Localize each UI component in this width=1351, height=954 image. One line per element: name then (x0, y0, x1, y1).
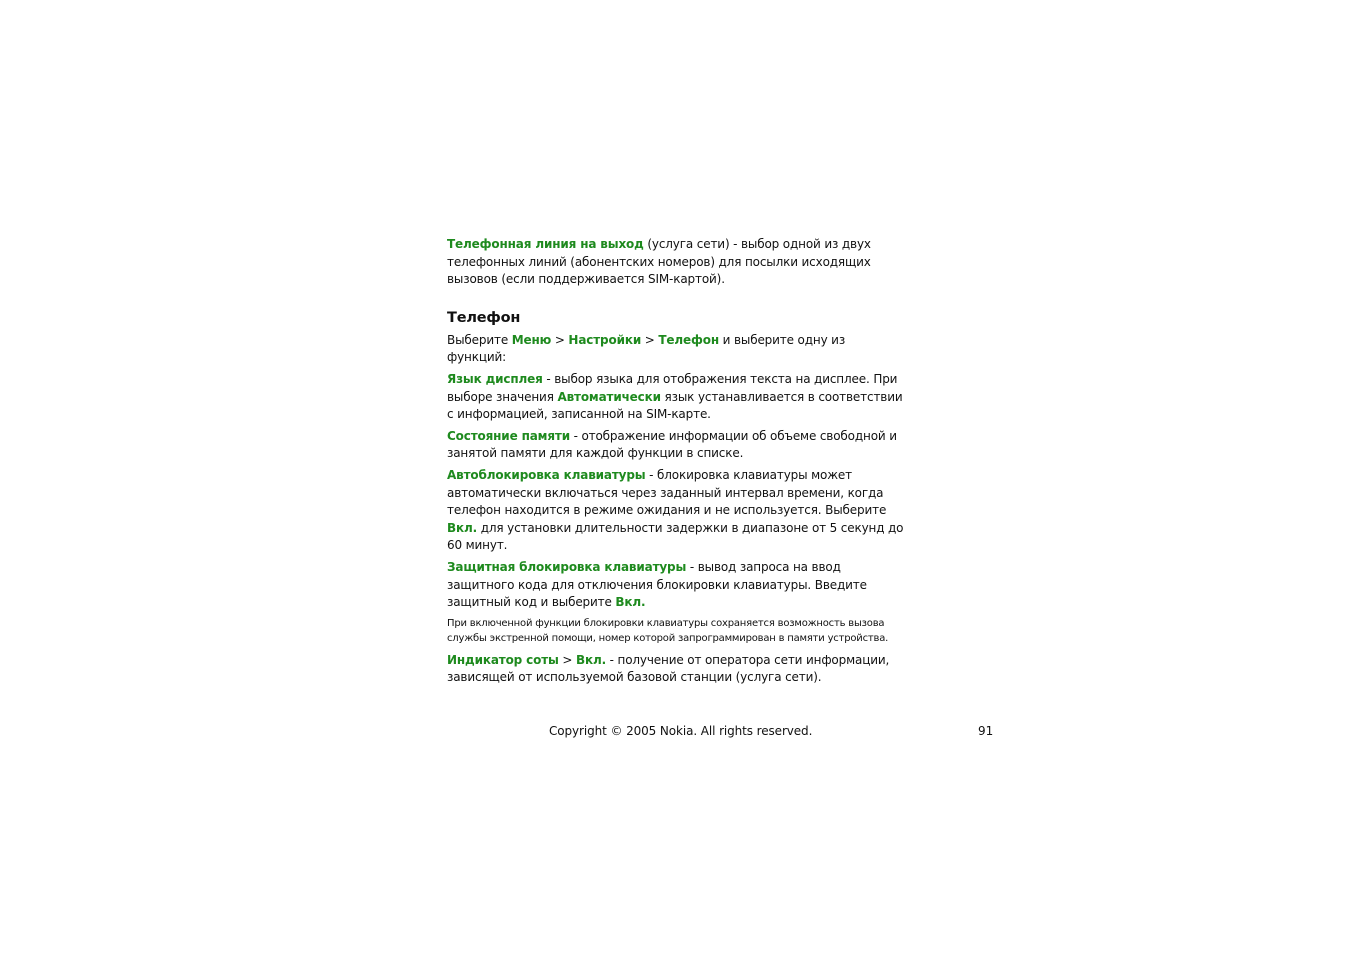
path-separator: > (551, 332, 569, 347)
path-prefix: Выберите (447, 332, 512, 347)
term-on: Вкл. (447, 520, 478, 535)
note-emergency-calls: При включенной функции блокировки клавиатуры сохраняется возможность вызова службы экстренной помощи, номер которой запрограммирован в памяти устройства. (447, 617, 889, 645)
text-security-keyguard: - вывод запроса на ввод защитного кода для отключения блокировки клавиатуры. Введите защитный код и выберите (447, 559, 867, 610)
text-cell-info: - получение от оператора сети информации, зависящей от используемой базовой станции (услуга сети). (447, 652, 890, 685)
text-auto-keyguard-1: - блокировка клавиатуры может автоматически включаться через заданный интервал времени, когда телефон находится в режиме ожидания и не используется. Выберите (447, 467, 887, 518)
path-separator: > (641, 332, 659, 347)
term-display-language: Язык дисплея (447, 371, 543, 386)
term-phone-line: Телефонная линия на выход (447, 237, 644, 251)
text-display-language-2: язык устанавливается в соответствии с информацией, записанной на SIM-карте. (447, 389, 903, 422)
term-automatic: Автоматически (557, 389, 661, 404)
paragraph-memory-status (447, 428, 907, 463)
paragraph-phone-line (447, 236, 907, 289)
path-menu: Меню (511, 332, 552, 347)
term-auto-keyguard: Автоблокировка клавиатуры (447, 467, 646, 482)
path-separator: > (558, 652, 576, 667)
path-phone: Телефон (658, 332, 719, 347)
term-memory-status: Состояние памяти (447, 428, 570, 443)
text-auto-keyguard-2: для установки длительности задержки в диапазоне от 5 секунд до 60 минут. (447, 520, 904, 553)
footer-copyright: Copyright © 2005 Nokia. All rights reserved. (549, 724, 813, 738)
paragraph-security-keyguard (447, 559, 907, 612)
text-memory-status: - отображение информации об объеме свободной и занятой памяти для каждой функции в списке. (447, 428, 897, 461)
path-settings: Настройки (568, 332, 642, 347)
term-on: Вкл. (615, 595, 646, 610)
path-suffix: и выберите одну из функций: (447, 332, 846, 365)
paragraph-auto-keyguard (447, 467, 907, 555)
paragraph-menu-path (447, 332, 907, 367)
paragraph-display-language (447, 371, 907, 424)
section-heading: Телефон (447, 309, 521, 326)
text-phone-line: (услуга сети) - выбор одной из двух телефонных линий (абонентских номеров) для посылки исходящих вызовов (если поддерживается SIM-картой). (447, 237, 871, 287)
page-content (447, 236, 907, 691)
text-display-language-1: - выбор языка для отображения текста на дисплее. При выборе значения (447, 371, 898, 404)
page-number: 91 (978, 724, 994, 738)
term-cell-info: Индикатор соты (447, 652, 559, 667)
term-security-keyguard: Защитная блокировка клавиатуры (447, 559, 687, 574)
term-on: Вкл. (575, 652, 606, 667)
paragraph-cell-info (447, 652, 907, 687)
